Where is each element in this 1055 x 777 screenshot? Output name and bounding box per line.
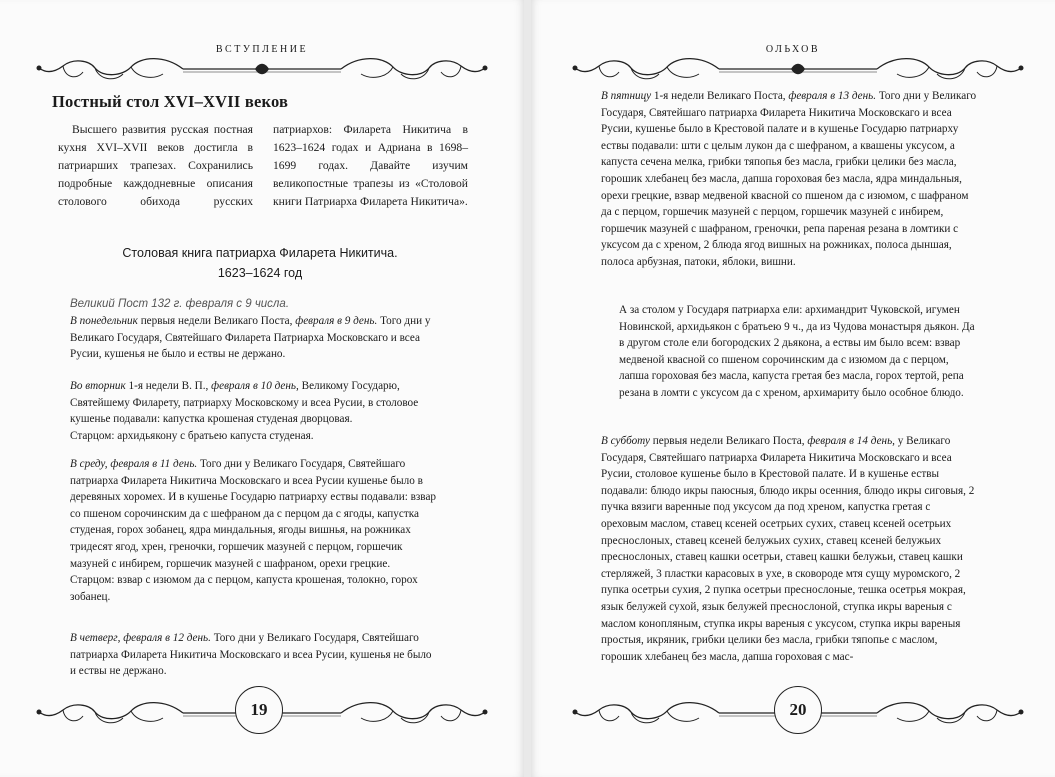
entry-text: Того дни у Великаго Государя, Святейшаго Филарета Патриарха Московскаго и всеа Русии, кушенья не было и ествы не держано. xyxy=(70,315,431,361)
guests-text: А за столом у Государя патриарха ели: архимандрит Чуковской, игумен Новинской, архидьякон с братьею 9 ч., да из Чудова монастыря дьякон. Да в другом столе ели богородских 2 дьякона, а ествы им было всем: взвар медвеной квасной со пшеном сорочинским да с изюмом да с перцом, лапша гороховая без масла, капуста гретая без масла, горох тертой, репа резана в ломти с уксусом да с хреном, архимариту было особное блюдо. xyxy=(619,304,975,399)
entry-date: февраля в 9 день. xyxy=(295,315,378,327)
tuesday-entry xyxy=(70,378,440,444)
left-page xyxy=(0,0,524,777)
saturday-entry xyxy=(601,433,979,665)
book-title-line: Столовая книга патриарха Филарета Никитича. xyxy=(122,246,398,260)
book-title-year: 1623–1624 год xyxy=(217,266,303,280)
entry-text: первыя недели Великаго Поста, xyxy=(649,435,808,447)
lent-heading-block xyxy=(70,296,440,313)
header-ornament xyxy=(33,52,491,86)
entry-text: у Великаго Государя, Святейшаго патриарха Филарета Никитича Московскаго и всеа Русии, столовое кушенье было в Крестовой палате. И в кушенье ествы подавали: блюдо икры паюсныя, блюдо икры осенния, блюдо икры сиговыя, 2 пучка вязиги варенные под уксусом да под хреном, капустка гретая с ореховым маслом, ставец ксеней осетрьих сухих, ставец ксеней осетрьих преснослоных, ставец ксеней белужьих сухих, ставец ксеней белужьих преснослоных, ставец кашки осетрьи, ставец кашки белужьи, ставец кашки стерляжей, 3 пластки карасовых в ухе, в сковороде мтя сущу муромского, 2 пупка осетрьи сухия, 2 пупка осетрьи преснослоные, тешка осетрья мокрая, язык белужей сухой, язык белужей преснослоной, ступка икры вареныя с маслом конопляным, ступка икры вареныя с уксусом, ступка икры вареныя простыя, икряник, грибки целики без масла, грибки тяпопье с маслом, горошик хлебанец без масла, дапша гороховая с мас- xyxy=(601,435,975,663)
entry-date: февраля в 14 день, xyxy=(807,435,895,447)
day-lead: В четверг, февраля в 12 день. xyxy=(70,632,211,644)
entry-text: первыя недели Великаго Поста, xyxy=(137,315,296,327)
entry-text: Того дни у Великаго Государя, Святейшаго патриарха Филарета Никитича Московскаго и всеа Русии, кушенья не было и ествы не держано. xyxy=(70,632,432,678)
running-head: ВСТУПЛЕНИЕ xyxy=(215,44,309,55)
guests-entry xyxy=(601,302,979,402)
entry-date: февраля в 10 день, xyxy=(211,380,299,392)
wednesday-entry xyxy=(70,456,440,605)
page-number-value: 19 xyxy=(250,700,268,719)
entry-text: Того дни у Великаго Государя, Святейшаго патриарха Филарета Никитича Московскаго и всеа Русии кушенье было в деревяных хоромех. И в кушенье Государю патриарху ествы подавали: взвар со пшеном сорочинским да с шефраном да с перцом да с ягоды, капустка студеная, горох зобанец, ядра миндальныя, ягоды вишнья, на рожниках тридесят ягод, хрен, греночки, горшечик мазуней с перцом, горшечик мазуней с инбирем, горшечик мазуней с шафраном, орехи грецкие. xyxy=(70,458,437,570)
day-lead: В понедельник xyxy=(70,315,138,327)
running-head: ОЛЬХОВ xyxy=(765,44,821,55)
day-lead: В пятницу xyxy=(601,90,652,102)
monday-entry xyxy=(70,313,440,363)
friday-entry xyxy=(601,88,979,271)
page-number xyxy=(235,686,283,734)
page-number xyxy=(774,686,822,734)
section-title: Постный стол XVI–XVII веков xyxy=(52,92,289,111)
elder-note: Старцом: архидьякону с братьею капуста студеная. xyxy=(70,429,314,442)
lent-heading: Великий Пост 132 г. февраля с 9 числа. xyxy=(70,298,290,310)
book-title xyxy=(60,243,460,283)
intro-text xyxy=(58,121,468,211)
entry-text: Того дни у Великаго Государя, Святейшаго патриарха Филарета Никитича Московскаго и всеа Русии, кушенье было в Крестовой палате и в кушенье Государю патриарху ествы подавали: шти с целым лукон да с шефраном, а квашены уксусом, а капуста сечена мелка, грибки тяпопья без масла, грибки целики без масла, горошик хлебанец без масла, дапша гороховая без масла, ядра миндальныя, орехи грецкие, взвар медвеной квасной со пшеном да с изюмом, с шафраном да с перцом, горшечик мазуней с перцом, горшечик мазуней с инбирем, горшечик мазуней с шафраном, греночки, репа пареная резана в ломтики с уксусом да с хреном, 2 блюда ягод вишных на рожниках, полоса дыншая, полоса арбузная, патоки, яблоки, вишни. xyxy=(601,90,977,268)
day-lead: В среду, февраля в 11 день. xyxy=(70,458,198,470)
entry-text: Великому Государю, Святейшему Филарету, патриарху Московскому и всеа Русии, в столовое кушенье подавали: капустка крошеная студеная дворцовая. xyxy=(70,380,419,426)
entry-date: февраля в 13 день. xyxy=(788,90,877,102)
day-lead: В субботу xyxy=(601,435,650,447)
entry-text: 1-я недели В. П., xyxy=(125,380,212,392)
header-ornament xyxy=(569,52,1027,86)
entry-text: 1-я недели Великаго Поста, xyxy=(651,90,789,102)
page-number-value: 20 xyxy=(789,700,807,719)
day-lead: Во вторник xyxy=(70,380,126,392)
elder-note: Старцом: взвар с изюмом да с перцом, капуста крошеная, толокно, горох зобанец. xyxy=(70,574,418,603)
thursday-entry xyxy=(70,630,440,680)
intro-paragraph: Высшего развития русская постная кухня XVI–XVII веков достигла в патриарших трапезах. Сохранились подробные каждодневные описания столового обихода русских патриархов: Филарета Никитича в 1623–1624 годах и Адриана в 1698–1699 годах. Давайте изучим великопостные трапезы из «Столовой книги Патриарха Филарета Никитича». xyxy=(58,123,468,208)
